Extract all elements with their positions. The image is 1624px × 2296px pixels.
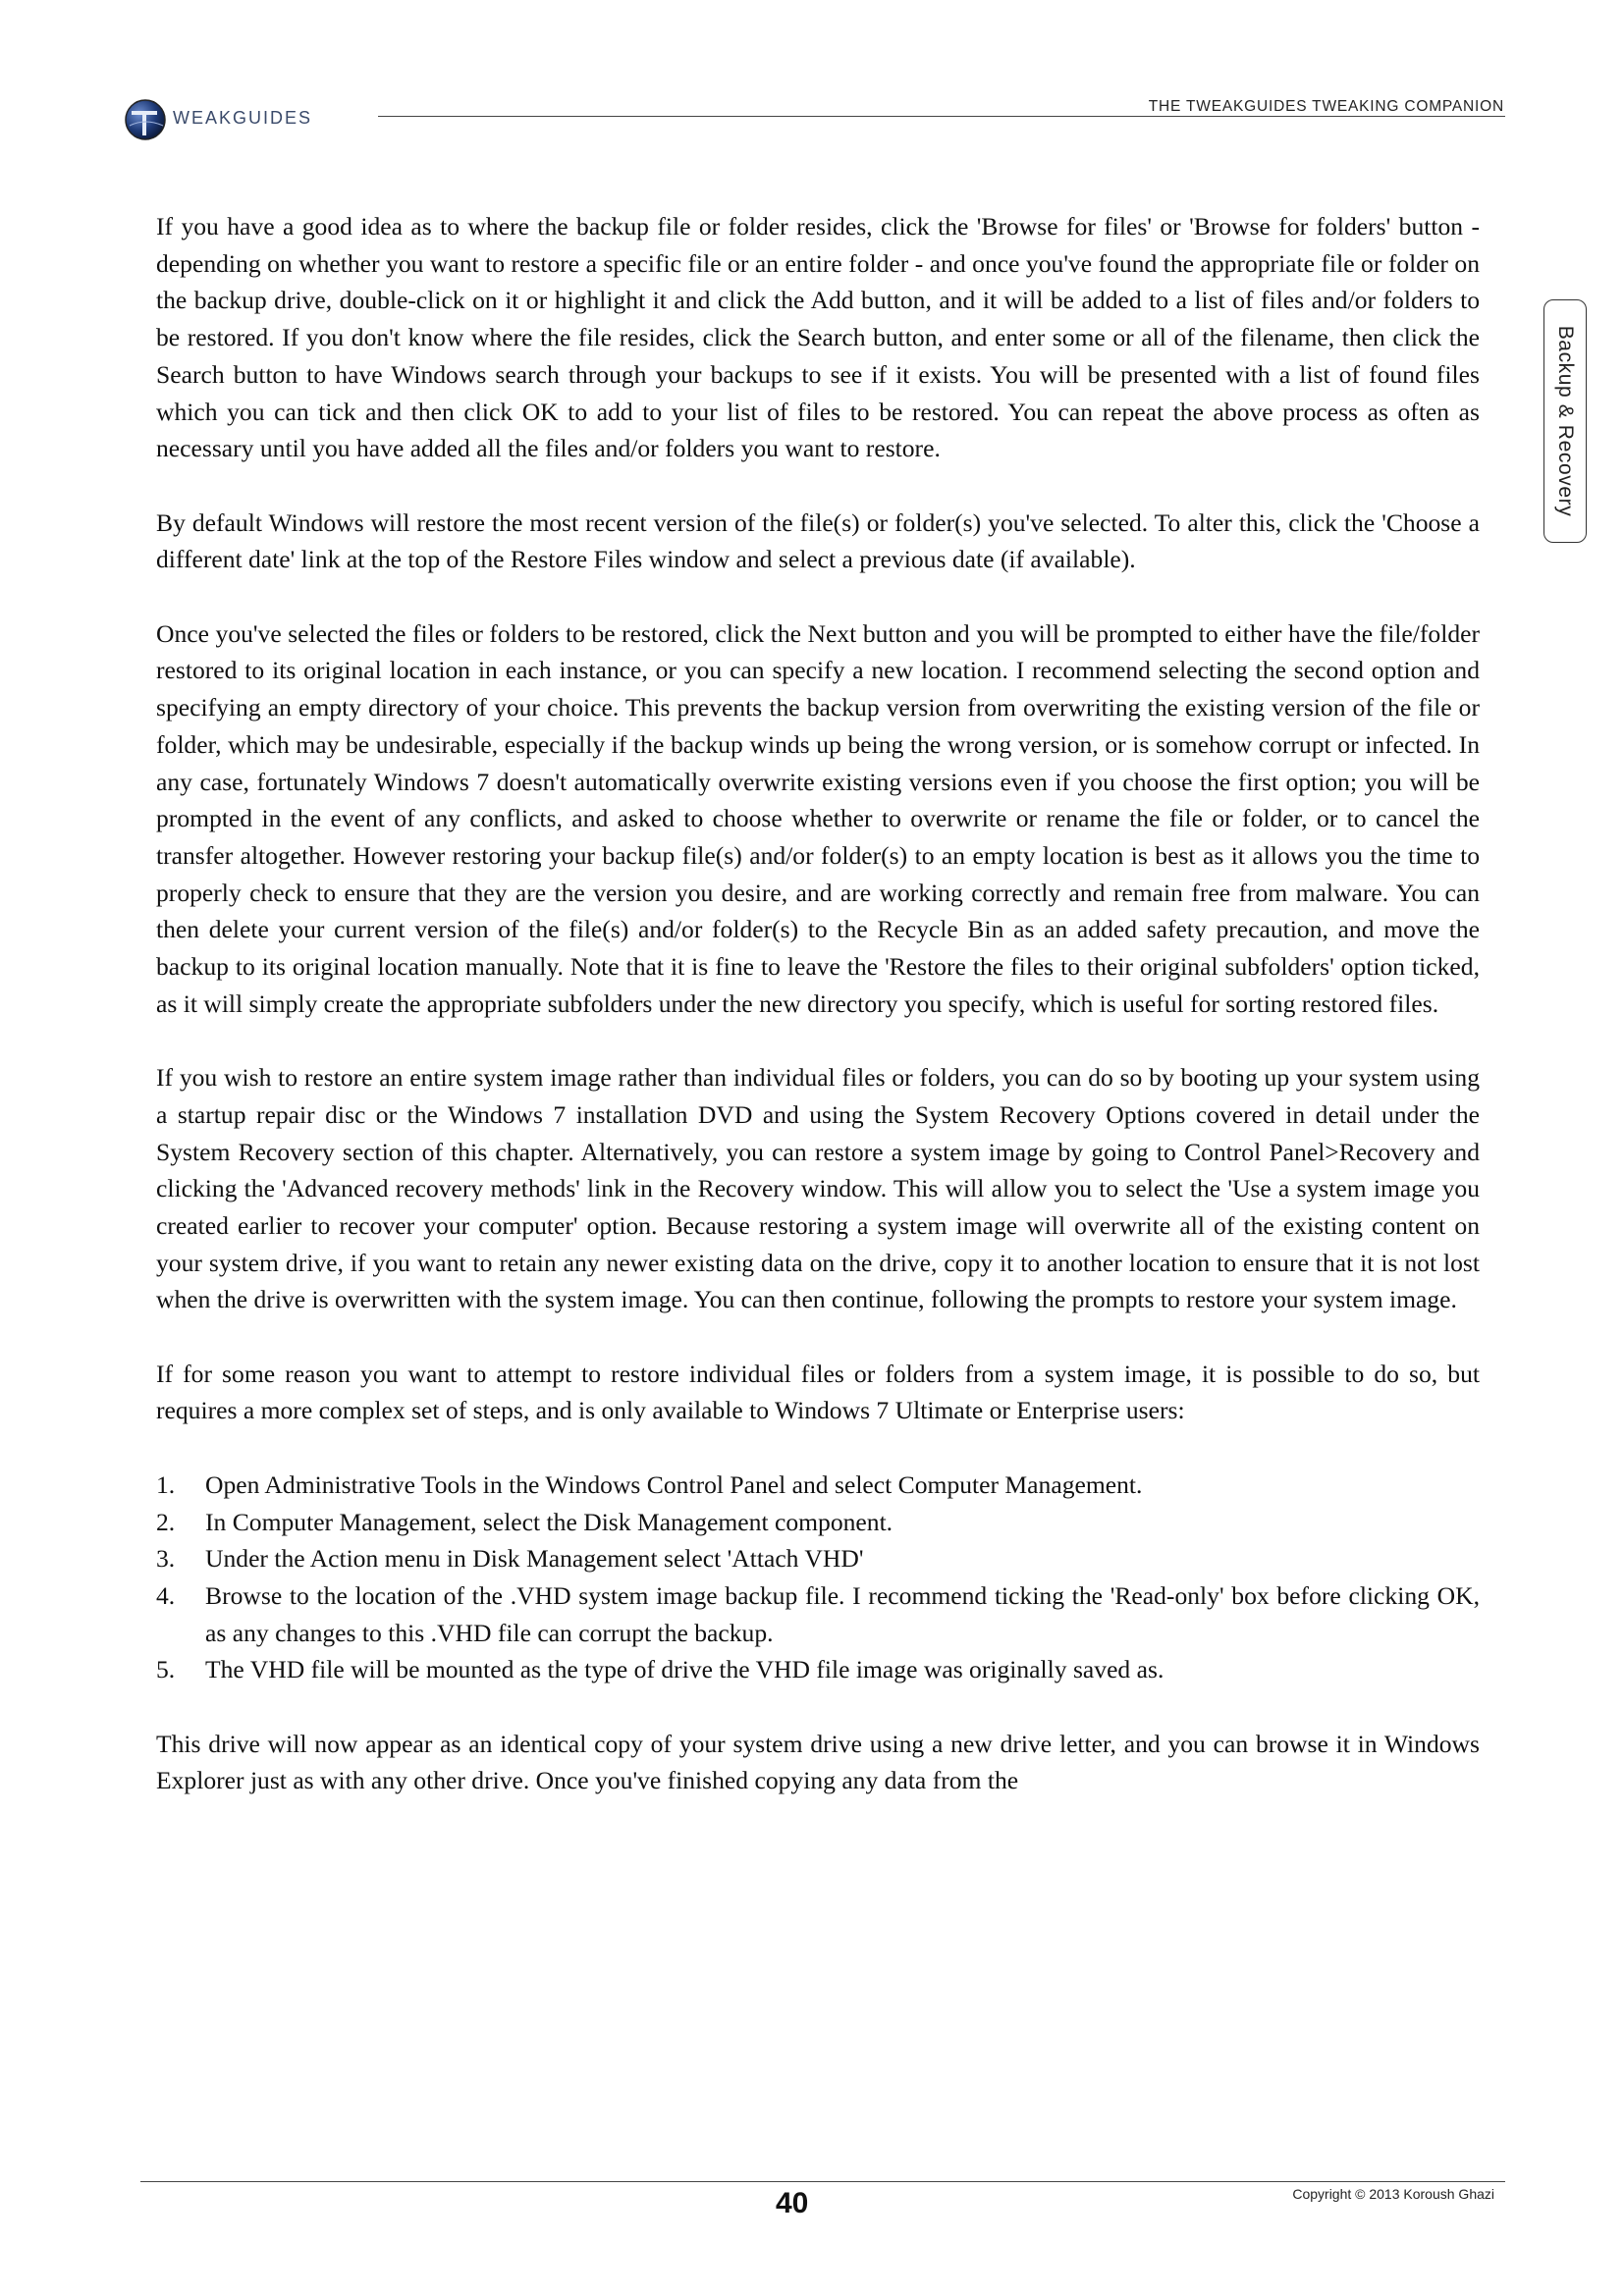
closing-paragraph: This drive will now appear as an identical copy of your system drive using a new drive letter, and you can browse it in Windows Explorer just as with any other drive. Once you've finished copying any data from the — [156, 1729, 1480, 1795]
chapter-side-tab-label: Backup & Recovery — [1554, 325, 1577, 517]
list-item — [156, 1504, 1480, 1541]
vhd-steps-list — [156, 1467, 1480, 1688]
page-header — [0, 0, 1624, 157]
paragraph: If for some reason you want to attempt to restore individual files or folders from a system image, it is possible to do so, but requires a more complex set of steps, and is only available to Windows 7 Ultimate or Enterprise users: — [156, 1359, 1480, 1425]
paragraph: Once you've selected the files or folders to be restored, click the Next button and you will be prompted to either have the file/folder restored to its original location in each instance, or you can specify a new location. I recommend selecting the second option and specifying an empty directory of your choice. This prevents the backup version from overwriting the existing version of the file or folder, which may be undesirable, especially if the backup winds up being the wrong version, or is somehow corrupt or infected. In any case, fortunately Windows 7 doesn't automatically overwrite existing versions even if you choose the first option; you will be prompted in the event of any conflicts, and asked to choose whether to overwrite or rename the file or folder, or to cancel the transfer altogether. However restoring your backup file(s) and/or folder(s) to an empty location is best as it allows you the time to properly check to ensure that they are the version you desire, and are working correctly and remain free from malware. You can then delete your current version of the file(s) and/or folder(s) to the Recycle Bin as an added safety precaution, and move the backup to its original location manually. Note that it is fine to leave the 'Restore the files to their original subfolders' option ticked, as it will simply create the appropriate subfolders under the new directory you specify, which is useful for sorting restored files. — [156, 618, 1480, 1018]
list-item — [156, 1540, 1480, 1577]
paragraph: If you wish to restore an entire system image rather than individual files or folders, you can do so by booting up your system using a startup repair disc or the Windows 7 installation DVD and using the System Recovery Options covered in detail under the System Recovery section of this chapter. Alternatively, you can restore a system image by going to Control Panel>Recovery and clicking the 'Advanced recovery methods' link in the Recovery window. This will allow you to select the 'Use a system image you created earlier to recover your computer' option. Because restoring a system image will overwrite all of the existing content on your system drive, if you want to retain any newer existing data on the drive, copy it to another location to ensure that it is not lost when the drive is overwritten with the system image. You can then continue, following the prompts to restore your system image. — [156, 1063, 1480, 1314]
list-item-text: In Computer Management, select the Disk Management component. — [205, 1507, 893, 1536]
list-item — [156, 1577, 1480, 1651]
page-body — [156, 208, 1480, 1837]
header-divider — [378, 116, 1505, 117]
list-item-number: 1. — [156, 1469, 176, 1499]
list-item-number: 3. — [156, 1544, 176, 1574]
list-item — [156, 1467, 1480, 1504]
page-number: 40 — [776, 2187, 809, 2219]
tweakguides-logo — [124, 96, 369, 143]
list-item — [156, 1651, 1480, 1688]
list-item-text: The VHD file will be mounted as the type of drive the VHD file image was originally saved as. — [205, 1655, 1164, 1684]
list-item-number: 2. — [156, 1507, 176, 1536]
list-item-number: 4. — [156, 1580, 176, 1610]
paragraph: By default Windows will restore the most recent version of the file(s) or folder(s) you've selected. To alter this, click the 'Choose a different date' link at the top of the Restore Files window and select a previous date (if available). — [156, 507, 1480, 574]
running-header-title: THE TWEAKGUIDES TWEAKING COMPANION — [1148, 98, 1504, 115]
list-item-text: Browse to the location of the .VHD system image backup file. I recommend ticking the 'Read-only' box before clicking OK, as any changes to this .VHD file can corrupt the backup. — [205, 1580, 1480, 1647]
list-item-text: Under the Action menu in Disk Management select 'Attach VHD' — [205, 1544, 864, 1574]
logo-text: WEAKGUIDES — [173, 108, 313, 128]
footer-divider — [140, 2181, 1505, 2182]
globe-logo-icon — [124, 96, 171, 143]
list-item-text: Open Administrative Tools in the Windows Control Panel and select Computer Management. — [205, 1469, 1143, 1499]
chapter-side-tab — [1543, 299, 1587, 543]
list-item-number: 5. — [156, 1655, 176, 1684]
paragraph: If you have a good idea as to where the backup file or folder resides, click the 'Browse for files' or 'Browse for folders' button - depending on whether you want to restore a specific file or an entire folder - and once you've found the appropriate file or folder on the backup drive, double-click on it or highlight it and click the Add button, and it will be added to a list of files and/or folders to be restored. If you don't know where the file resides, click the Search button, and enter some or all of the filename, then click the Search button to have Windows search through your backups to see if it exists. You will be presented with a list of found files which you can tick and then click OK to add to your list of files to be restored. You can repeat the above process as often as necessary until you have added all the files and/or folders you want to restore. — [156, 212, 1480, 463]
copyright-notice: Copyright © 2013 Koroush Ghazi — [1292, 2186, 1494, 2202]
